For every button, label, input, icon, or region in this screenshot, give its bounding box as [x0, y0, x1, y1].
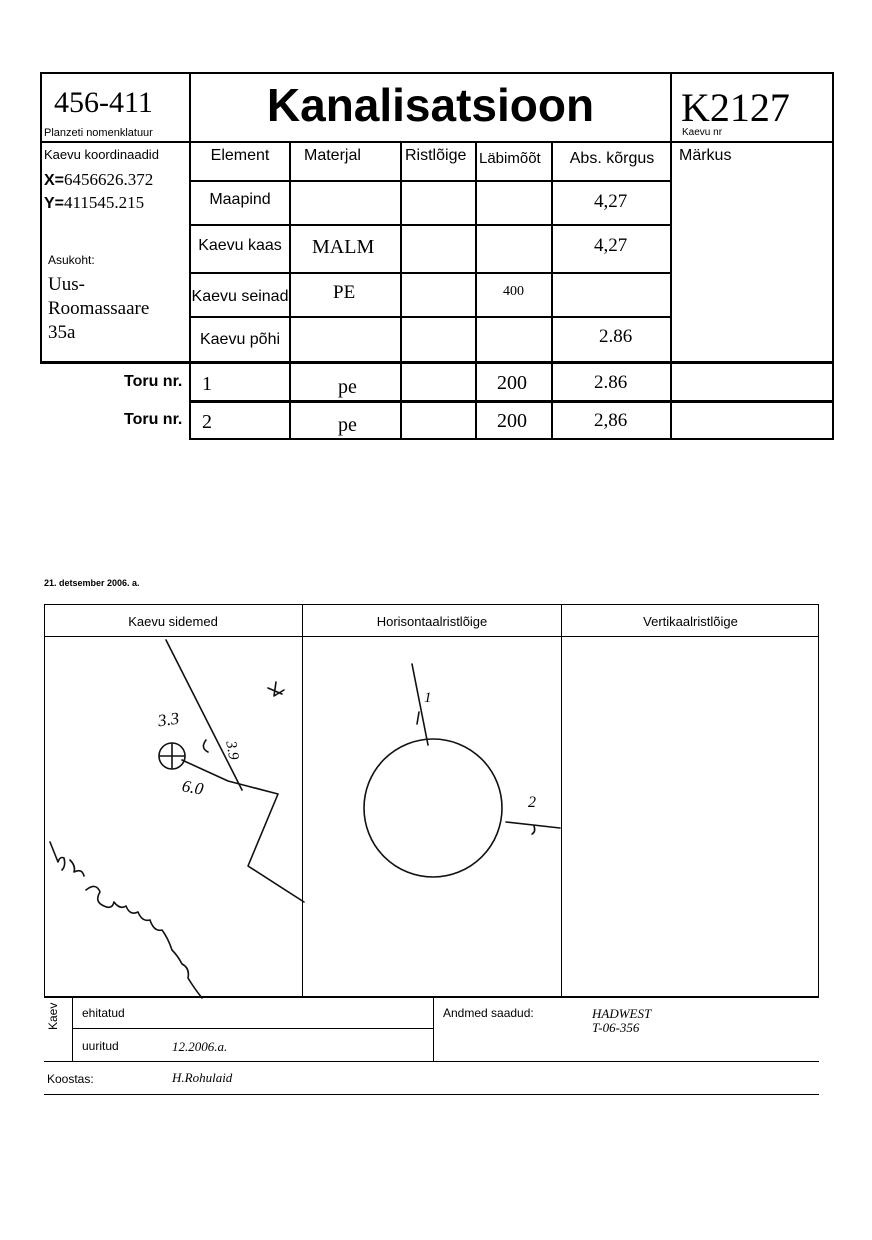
- pipe-abs: 2.86: [594, 372, 628, 393]
- pipe-2-annotation: 2: [528, 794, 536, 811]
- distance-annotation: 6.0: [180, 776, 205, 799]
- table-row-element: Maapind: [209, 191, 271, 208]
- source-label: Andmed saadud:: [443, 1006, 534, 1020]
- page-title: Kanalisatsioon: [266, 79, 595, 131]
- location-value: Uus- Roomassaare 35a: [48, 274, 150, 343]
- sketch-header-vertical: Vertikaalristlõige: [643, 614, 738, 629]
- pipe-material: pe: [338, 376, 357, 398]
- source-value-2: T-06-356: [592, 1020, 640, 1035]
- pipe-diameter: 200: [497, 410, 527, 432]
- y-coordinate: Y=411545.215: [44, 193, 145, 212]
- coords-label: Kaevu koordinaadid: [44, 147, 159, 162]
- pipe-material: pe: [338, 414, 357, 436]
- col-header-cross-section: Ristlõige: [405, 147, 467, 164]
- handwritten-street-name: [86, 886, 202, 998]
- pipe-1-annotation: 1: [424, 690, 432, 706]
- col-header-element: Element: [210, 147, 270, 164]
- pipe-label: Toru nr.: [124, 411, 183, 428]
- col-header-material: Materjal: [304, 147, 361, 164]
- sketch-header-ties: Kaevu sidemed: [128, 614, 218, 629]
- horizontal-section-circle: [364, 739, 502, 877]
- table-row-abs: 4,27: [594, 235, 628, 256]
- col-header-notes: Märkus: [679, 147, 732, 164]
- pipe-label: Toru nr.: [124, 373, 183, 390]
- table-row-element: Kaevu kaas: [198, 237, 282, 254]
- distance-annotation: 3.3: [156, 708, 181, 731]
- table-row-diameter: 400: [503, 284, 524, 299]
- pipe-diameter: 200: [497, 372, 527, 394]
- built-label: ehitatud: [82, 1006, 125, 1020]
- nomenclature-value: 456-411: [54, 86, 153, 119]
- kaev-label: Kaev: [46, 1002, 60, 1030]
- table-row-element: Kaevu seinad: [191, 288, 289, 305]
- table-row-material: PE: [333, 282, 356, 303]
- table-row-material: MALM: [312, 236, 375, 258]
- compiled-value: H.Rohulaid: [172, 1070, 233, 1085]
- distance-annotation: 3.9: [222, 739, 242, 762]
- table-row-element: Kaevu põhi: [199, 331, 281, 348]
- pipe-number: 1: [202, 373, 212, 395]
- col-header-abs-height: Abs. kõrgus: [569, 150, 655, 167]
- compiled-label: Koostas:: [47, 1072, 94, 1086]
- nomenclature-label: Planzeti nomenklatuur: [44, 127, 153, 139]
- pipe-number: 2: [202, 411, 212, 433]
- table-row-abs: 2.86: [599, 326, 633, 347]
- location-label: Asukoht:: [48, 253, 95, 267]
- pipe-2-line: [506, 822, 560, 828]
- well-number-label: Kaevu nr: [682, 127, 723, 138]
- document-date: 21. detsember 2006. a.: [44, 578, 140, 588]
- surveyed-label: uuritud: [82, 1039, 119, 1053]
- col-header-diameter: Läbimõõt: [479, 150, 541, 167]
- source-value: HADWEST: [592, 1006, 652, 1021]
- well-number-value: K2127: [681, 85, 790, 130]
- x-coordinate: X=6456626.372: [44, 170, 154, 189]
- surveyed-value: 12.2006.a.: [172, 1039, 228, 1054]
- sketch-header-horizontal: Horisontaalristlõige: [376, 614, 488, 629]
- pipe-abs: 2,86: [594, 410, 628, 431]
- table-row-abs: 4,27: [594, 191, 628, 212]
